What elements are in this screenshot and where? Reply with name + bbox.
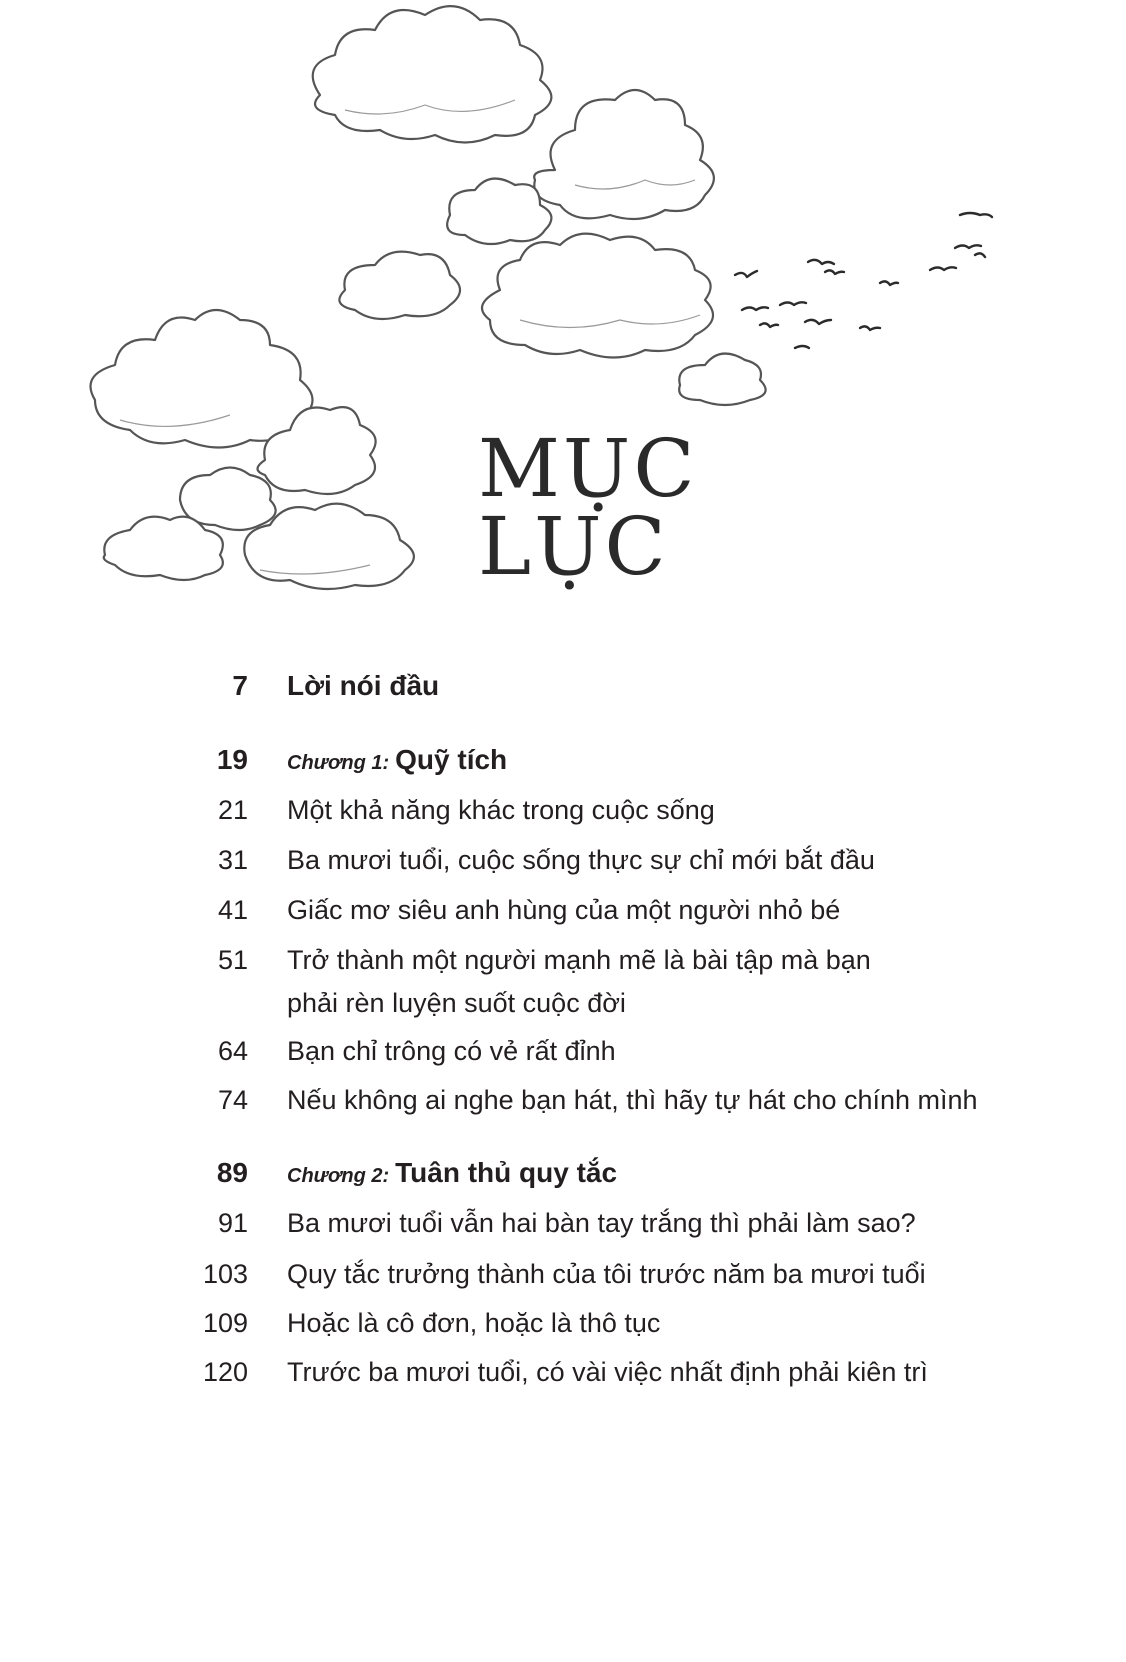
chapter-prefix: Chương 2: xyxy=(287,1165,390,1187)
chapter-heading xyxy=(287,1151,1007,1198)
toc-page-number: 91 xyxy=(217,1208,248,1238)
toc-page-number: 51 xyxy=(217,945,248,975)
toc-page-number: 19 xyxy=(216,744,248,775)
toc-entry-title: Ba mươi tuổi, cuộc sống thực sự chỉ mới bắt đầu xyxy=(287,845,875,875)
title-line-2: LỤC xyxy=(478,500,669,593)
title-line-1: MỤC xyxy=(478,422,698,515)
chapter-prefix: Chương 1: xyxy=(287,752,390,774)
chapter-title: Tuân thủ quy tắc xyxy=(395,1157,618,1188)
toc-page-number: 109 xyxy=(202,1308,248,1338)
toc-page-number: 21 xyxy=(217,795,248,825)
toc-entry-title-line-2: phải rèn luyện suốt cuộc đời xyxy=(287,988,626,1018)
toc-entry-title: Bạn chỉ trông có vẻ rất đỉnh xyxy=(287,1036,616,1066)
toc-entry-title: Giấc mơ siêu anh hùng của một người nhỏ bé xyxy=(287,895,841,925)
toc-page-number: 7 xyxy=(232,670,248,701)
toc-entry-title: Một khả năng khác trong cuộc sống xyxy=(287,795,715,825)
toc-entry-title: Quy tắc trưởng thành của tôi trước năm ba mươi tuổi xyxy=(287,1259,926,1289)
toc-title: Lời nói đầu xyxy=(287,670,440,701)
toc-page-number: 89 xyxy=(216,1157,248,1188)
toc-entry-title: Hoặc là cô đơn, hoặc là thô tục xyxy=(287,1308,661,1338)
toc-page-number: 120 xyxy=(202,1357,248,1387)
toc-entry-title: Trước ba mươi tuổi, có vài việc nhất định phải kiên trì xyxy=(287,1357,928,1387)
toc-page-number: 41 xyxy=(217,895,248,925)
toc-entry-title-line-1: Trở thành một người mạnh mẽ là bài tập mà bạn xyxy=(287,945,871,975)
toc-page-number: 31 xyxy=(217,845,248,875)
toc-entry-title: Ba mươi tuổi vẫn hai bàn tay trắng thì phải làm sao? xyxy=(287,1208,916,1238)
chapter-title: Quỹ tích xyxy=(395,744,508,775)
toc-page-number: 74 xyxy=(217,1085,248,1115)
toc-entry-title: Nếu không ai nghe bạn hát, thì hãy tự hát cho chính mình xyxy=(287,1085,978,1115)
toc-page-number: 64 xyxy=(217,1036,248,1066)
chapter-heading xyxy=(287,738,1007,785)
toc-page-number: 103 xyxy=(202,1259,248,1289)
